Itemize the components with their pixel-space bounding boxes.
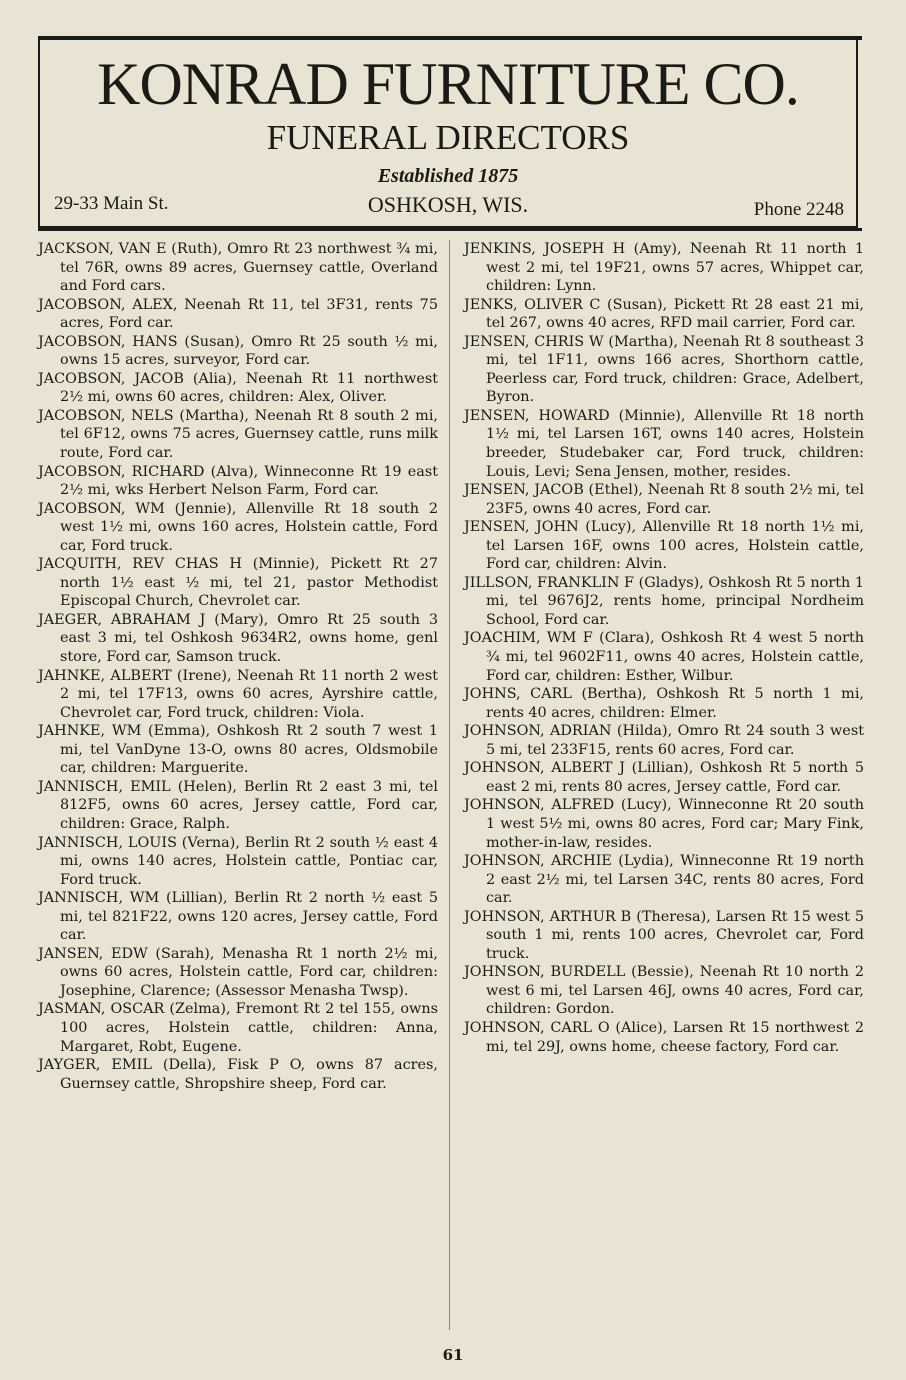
directory-entry: JOHNSON, CARL O (Alice), Larsen Rt 15 northwest 2 mi, tel 29J, owns home, cheese factory, Ford car.: [464, 1019, 864, 1055]
directory-entry: JACOBSON, HANS (Susan), Omro Rt 25 south ½ mi, owns 15 acres, surveyor, Ford car.: [38, 333, 438, 369]
directory-entry: JENSEN, HOWARD (Minnie), Allenville Rt 18 north 1½ mi, tel Larsen 16T, owns 140 acres, Holstein breeder, Studebaker car, Ford truck, children: Louis, Levi; Sena Jensen, mother, resides.: [464, 407, 864, 480]
page-number: 61: [442, 1346, 464, 1364]
directory-entry: JAEGER, ABRAHAM J (Mary), Omro Rt 25 south 3 east 3 mi, tel Oshkosh 9634R2, owns home, genl store, Ford car, Samson truck.: [38, 611, 438, 666]
directory-entry: JACOBSON, RICHARD (Alva), Winneconne Rt 19 east 2½ mi, wks Herbert Nelson Farm, Ford car.: [38, 463, 438, 499]
directory-entry: JACQUITH, REV CHAS H (Minnie), Pickett Rt 27 north 1½ east ½ mi, tel 21, pastor Methodist Episcopal Church, Chevrolet car.: [38, 556, 438, 610]
left-column: [38, 240, 438, 1093]
directory-entry: JOHNSON, ARCHIE (Lydia), Winneconne Rt 19 north 2 east 2½ mi, tel Larsen 34C, rents 80 acres, Ford car.: [464, 853, 864, 907]
established-line: Established 1875: [377, 165, 519, 187]
directory-entry: JOHNSON, ADRIAN (Hilda), Omro Rt 24 south 3 west 5 mi, tel 233F15, rents 60 acres, Ford car.: [464, 723, 864, 758]
ad-top-rule: [38, 36, 862, 40]
directory-entry: JILLSON, FRANKLIN F (Gladys), Oshkosh Rt 5 north 1 mi, tel 9676J2, rents home, principal Nordheim School, Ford car.: [464, 574, 864, 628]
directory-entry: JANSEN, EDW (Sarah), Menasha Rt 1 north 2½ mi, owns 60 acres, Holstein cattle, Ford car, children: Josephine, Clarence; (Assessor Menasha Twsp).: [38, 945, 438, 999]
directory-entry: JACOBSON, NELS (Martha), Neenah Rt 8 south 2 mi, tel 6F12, owns 75 acres, Guernsey cattle, runs milk route, Ford car.: [38, 407, 438, 462]
directory-entry: JENSEN, JACOB (Ethel), Neenah Rt 8 south 2½ mi, tel 23F5, owns 40 acres, Ford car.: [464, 482, 864, 517]
column-divider: [449, 240, 450, 1330]
directory-entry: JAYGER, EMIL (Della), Fisk P O, owns 87 acres, Guernsey cattle, Shropshire sheep, Ford car.: [38, 1057, 438, 1092]
directory-entry: JOHNSON, ALFRED (Lucy), Winneconne Rt 20 south 1 west 5½ mi, owns 80 acres, Ford car; Mary Fink, mother-in-law, resides.: [464, 797, 864, 851]
directory-entry: JANNISCH, EMIL (Helen), Berlin Rt 2 east 3 mi, tel 812F5, owns 60 acres, Jersey cattle, Ford car, children: Grace, Ralph.: [38, 778, 438, 832]
directory-entry: JOHNSON, ALBERT J (Lillian), Oshkosh Rt 5 north 5 east 2 mi, rents 80 acres, Jersey cattle, Ford car.: [464, 760, 864, 795]
directory-entry: JAHNKE, ALBERT (Irene), Neenah Rt 11 north 2 west 2 mi, tel 17F13, owns 60 acres, Ayrshire cattle, Chevrolet car, Ford truck, children: Viola.: [38, 667, 438, 721]
right-column: [464, 240, 864, 1056]
directory-entry: JOACHIM, WM F (Clara), Oshkosh Rt 4 west 5 north ¾ mi, tel 9602F11, owns 40 acres, Holstein cattle, Ford car, children: Esther, Wilbur.: [464, 630, 864, 684]
directory-entry: JOHNSON, BURDELL (Bessie), Neenah Rt 10 north 2 west 6 mi, tel Larsen 46J, owns 40 acres, Ford car, children: Gordon.: [464, 964, 864, 1018]
ad-subtitle: FUNERAL DIRECTORS: [266, 118, 630, 157]
company-name: KONRAD FURNITURE CO.: [97, 51, 799, 117]
directory-entry: JACOBSON, WM (Jennie), Allenville Rt 18 south 2 west 1½ mi, owns 160 acres, Holstein cattle, Ford car, Ford truck.: [38, 500, 438, 554]
directory-entry: JANNISCH, WM (Lillian), Berlin Rt 2 north ½ east 5 mi, tel 821F22, owns 120 acres, Jersey cattle, Ford car.: [38, 890, 438, 944]
directory-entry: JENKS, OLIVER C (Susan), Pickett Rt 28 east 21 mi, tel 267, owns 40 acres, RFD mail carrier, Ford car.: [464, 296, 864, 332]
directory-entry: JACOBSON, ALEX, Neenah Rt 11, tel 3F31, rents 75 acres, Ford car.: [38, 296, 438, 332]
directory-entry: JOHNSON, ARTHUR B (Theresa), Larsen Rt 15 west 5 south 1 mi, rents 100 acres, Chevrolet car, Ford truck.: [464, 908, 864, 962]
directory-entry: JAHNKE, WM (Emma), Oshkosh Rt 2 south 7 west 1 mi, tel VanDyne 13-O, owns 80 acres, Oldsmobile car, children: Marguerite.: [38, 723, 438, 777]
address-line: 29-33 Main St.: [54, 193, 169, 214]
directory-entry: JOHNS, CARL (Bertha), Oshkosh Rt 5 north 1 mi, rents 40 acres, children: Elmer.: [464, 686, 864, 721]
city-line: OSHKOSH, WIS.: [367, 192, 529, 217]
directory-entry: JACOBSON, JACOB (Alia), Neenah Rt 11 northwest 2½ mi, owns 60 acres, children: Alex, Oliver.: [38, 370, 438, 406]
directory-entry: JANNISCH, LOUIS (Verna), Berlin Rt 2 south ½ east 4 mi, owns 140 acres, Holstein cattle, Pontiac car, Ford truck.: [38, 834, 438, 888]
directory-entry: JASMAN, OSCAR (Zelma), Fremont Rt 2 tel 155, owns 100 acres, Holstein cattle, children: Anna, Margaret, Robt, Eugene.: [38, 1001, 438, 1055]
advertisement-box: [38, 36, 858, 228]
directory-entry: JENSEN, CHRIS W (Martha), Neenah Rt 8 southeast 3 mi, tel 1F11, owns 166 acres, Shorthorn cattle, Peerless car, Ford truck, children: Grace, Adelbert, Byron.: [464, 333, 864, 406]
directory-entry: JENSEN, JOHN (Lucy), Allenville Rt 18 north 1½ mi, tel Larsen 16F, owns 100 acres, Holstein cattle, Ford car, children: Alvin.: [464, 519, 864, 573]
phone-line: Phone 2248: [753, 199, 844, 220]
directory-entry: JENKINS, JOSEPH H (Amy), Neenah Rt 11 north 1 west 2 mi, tel 19F21, owns 57 acres, Whippet car, children: Lynn.: [464, 241, 864, 295]
ad-bottom-rule: [38, 228, 862, 231]
directory-entry: JACKSON, VAN E (Ruth), Omro Rt 23 northwest ¾ mi, tel 76R, owns 89 acres, Guernsey cattle, Overland and Ford cars.: [38, 241, 438, 295]
